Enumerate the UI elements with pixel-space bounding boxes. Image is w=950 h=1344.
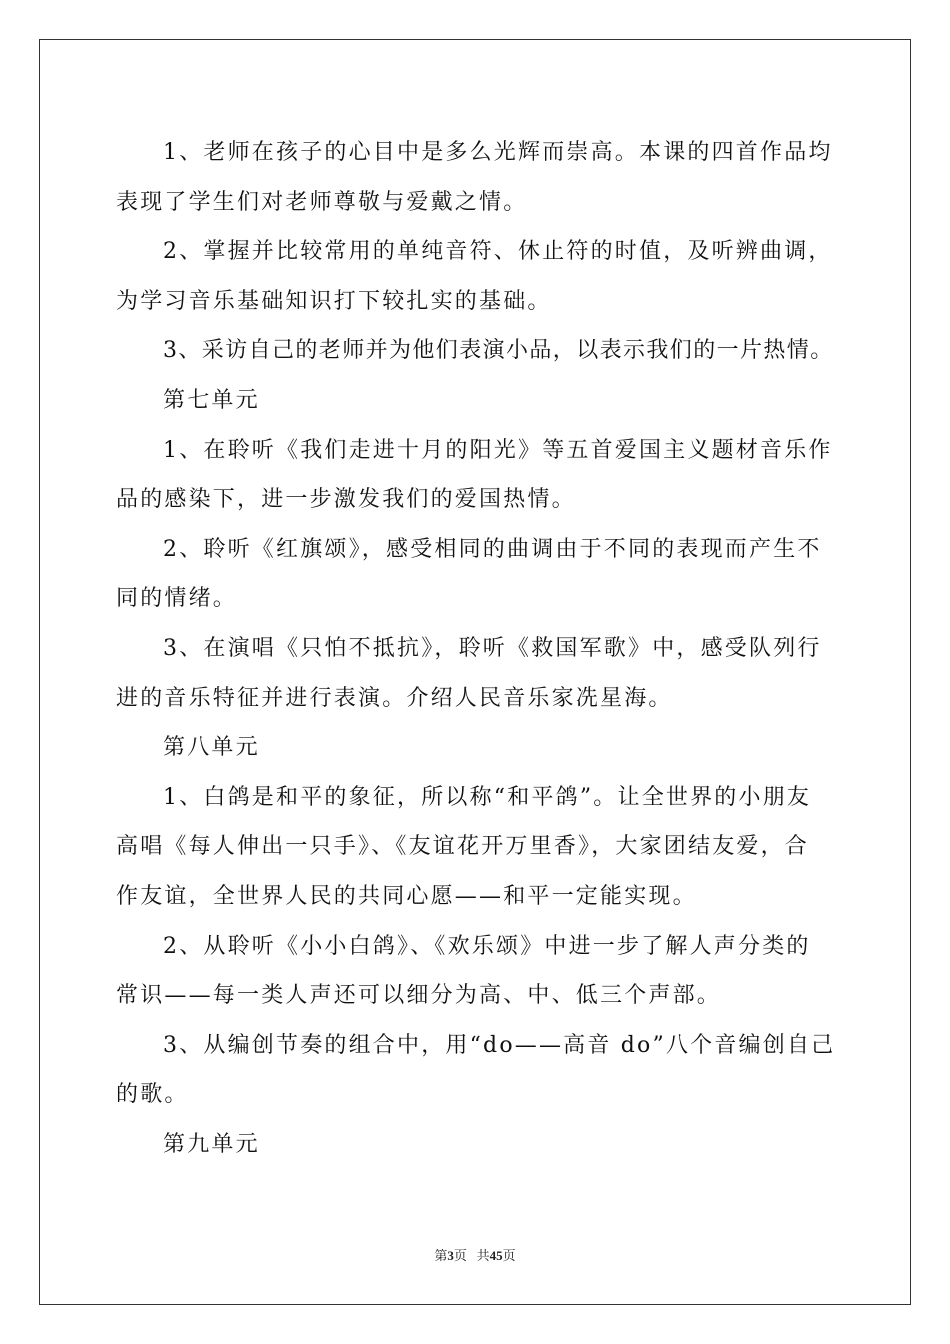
paragraph-line: 2、聆听《红旗颂》，感受相同的曲调由于不同的表现而产生不 xyxy=(163,536,822,562)
paragraph-line: 1、老师在孩子的心目中是多么光辉而崇高。本课的四首作品均 xyxy=(163,140,833,165)
paragraph-line: 3、在演唱《只怕不抵抗》，聆听《救国军歌》中，感受队列行 xyxy=(163,636,822,661)
paragraph-line: 1、在聆听《我们走进十月的阳光》等五首爱国主义题材音乐作 xyxy=(163,437,833,463)
page-suffix: 页 xyxy=(453,1248,467,1263)
paragraph-line: 的歌。 xyxy=(116,1082,189,1108)
paragraph-line: 同的情绪。 xyxy=(116,586,238,612)
paragraph-line: 品的感染下，进一步激发我们的爱国热情。 xyxy=(116,487,576,513)
total-pages: 45 xyxy=(489,1248,503,1263)
paragraph-line: 3、从编创节奏的组合中，用“do——高音 do”八个音编创自己 xyxy=(163,1032,836,1058)
page-footer xyxy=(0,1245,950,1264)
paragraph-line: 表现了学生们对老师尊敬与爱戴之情。 xyxy=(116,189,528,215)
page-number: 3 xyxy=(447,1248,454,1263)
paragraph-line: 1、白鸽是和平的象征，所以称“和平鸽”。让全世界的小朋友 xyxy=(163,784,812,810)
paragraph-line: 3、采访自己的老师并为他们表演小品，以表示我们的一片热情。 xyxy=(163,338,834,364)
paragraph-line: 为学习音乐基础知识打下较扎实的基础。 xyxy=(116,288,552,314)
paragraph-line: 常识——每一类人声还可以细分为高、中、低三个声部。 xyxy=(116,983,722,1009)
paragraph-line: 2、从聆听《小小白鸽》、《欢乐颂》中进一步了解人声分类的 xyxy=(163,933,811,959)
section-heading: 第八单元 xyxy=(163,735,260,761)
page-prefix: 第 xyxy=(434,1248,448,1263)
paragraph-line: 进的音乐特征并进行表演。介绍人民音乐家冼星海。 xyxy=(116,685,673,711)
paragraph-line: 高唱《每人伸出一只手》、《友谊花开万里香》，大家团结友爱，合 xyxy=(116,834,810,860)
paragraph-line: 作友谊，全世界人民的共同心愿——和平一定能实现。 xyxy=(116,884,697,909)
section-heading: 第七单元 xyxy=(163,388,260,413)
section-heading: 第九单元 xyxy=(163,1132,260,1157)
paragraph-line: 2、掌握并比较常用的单纯音符、休止符的时值，及听辨曲调， xyxy=(163,239,833,265)
total-suffix: 页 xyxy=(502,1248,516,1263)
total-prefix: 共 xyxy=(476,1248,490,1263)
